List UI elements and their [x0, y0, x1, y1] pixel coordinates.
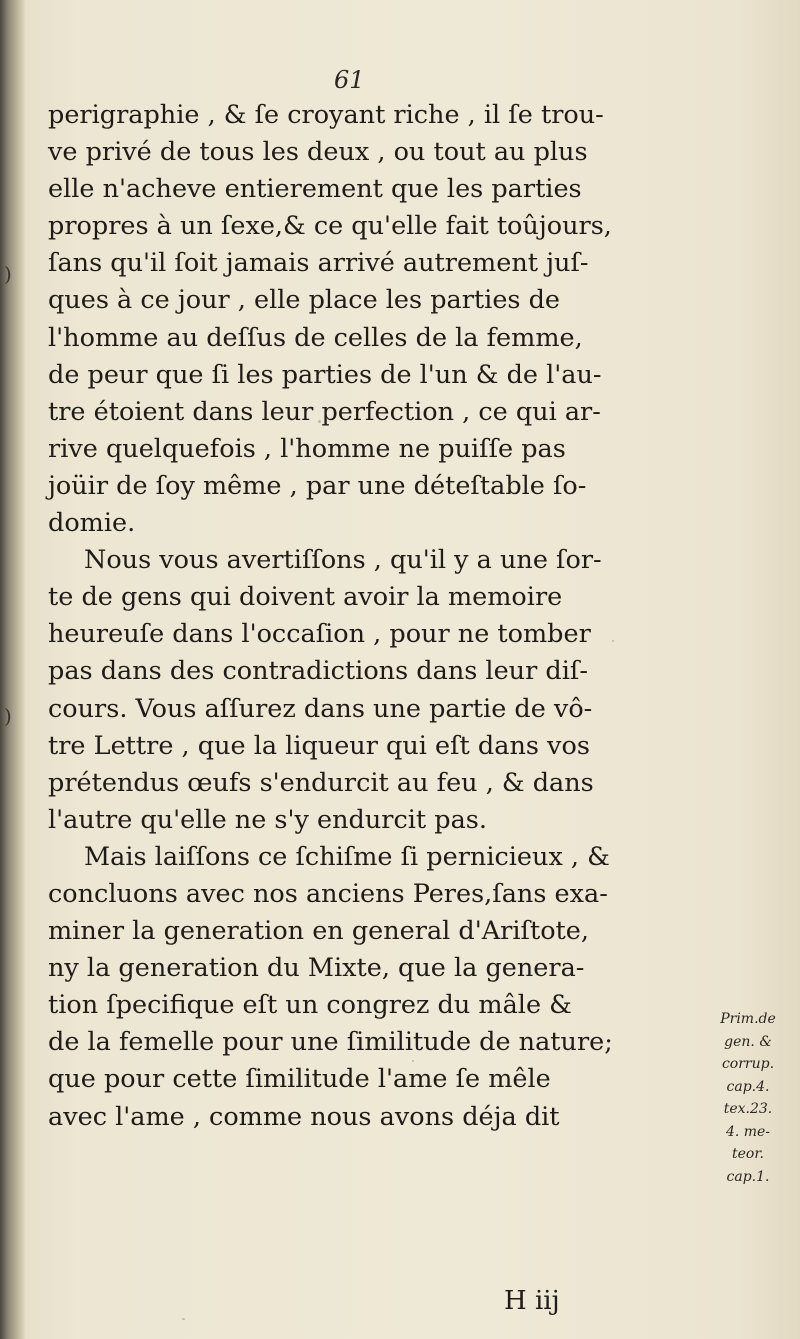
text-line: domie.: [48, 508, 136, 539]
text-line: Nous vous avertiſſons , qu'il y a une ſor-: [84, 545, 602, 576]
marginal-note-line: 4. me-: [725, 1123, 771, 1140]
marginal-note-line: gen. &: [724, 1033, 772, 1050]
marginal-note-line: Prim.de: [720, 1011, 776, 1027]
text-line: ve privé de tous les deux , ou tout au plus: [48, 137, 588, 168]
text-line: Mais laiſſons ce ſchiſme ſi pernicieux , &: [84, 841, 610, 872]
text-line: cours. Vous aſſurez dans une partie de vô-: [48, 693, 593, 724]
text-line: l'autre qu'elle ne s'y endurcit pas.: [48, 804, 487, 835]
text-line: miner la generation en general d'Ariſtote,: [48, 916, 589, 947]
gutter-mark: ): [4, 262, 12, 286]
text-line: rive quelquefois , l'homme ne puiſſe pas: [48, 433, 566, 464]
text-line: de la femelle pour une ſimilitude de nature;: [48, 1027, 613, 1058]
marginal-note-line: tex.23.: [723, 1101, 773, 1117]
text-line: te de gens qui doivent avoir la memoire: [48, 582, 563, 613]
text-line: tre étoient dans leur perfection , ce qui ar-: [48, 396, 601, 427]
text-line: tre Lettre , que la liqueur qui eſt dans vos: [48, 730, 590, 761]
page-number: 61: [334, 66, 365, 94]
text-line: elle n'acheve entierement que les parties: [48, 174, 582, 205]
text-line: avec l'ame , comme nous avons déja dit: [48, 1101, 560, 1132]
text-line: propres à un ſexe,& ce qu'elle fait toûjours,: [48, 211, 612, 242]
gutter-mark: ): [4, 704, 12, 728]
text-line: l'homme au deſſus de celles de la femme,: [48, 322, 583, 353]
signature-mark: H iij: [504, 1286, 560, 1316]
text-line: perigraphie , & ſe croyant riche , il ſe trou-: [48, 100, 604, 130]
marginal-note-line: corrup.: [721, 1056, 775, 1072]
text-line: ny la generation du Mixte, que la genera-: [48, 953, 585, 984]
binding-gutter: [0, 0, 26, 1339]
paper-speck: [612, 640, 614, 642]
marginal-note: [700, 1008, 796, 1188]
text-line: que pour cette ſimilitude l'ame ſe mêle: [48, 1064, 551, 1095]
marginal-note-line: cap.1.: [726, 1168, 770, 1185]
text-line: de peur que ſi les parties de l'un & de l'au-: [48, 359, 602, 390]
marginal-note-line: teor.: [732, 1146, 764, 1162]
paper-speck: [318, 420, 321, 423]
text-line: tion ſpecifique eſt un congrez du mâle &: [48, 990, 572, 1021]
text-line: joüir de ſoy même , par une déteſtable ſo-: [48, 470, 587, 501]
marginal-note-line: cap.4.: [726, 1078, 770, 1095]
paper-speck: [412, 1060, 414, 1062]
body-text: [48, 97, 688, 1136]
text-line: ſans qu'il ſoit jamais arrivé autrement juſ-: [48, 248, 589, 279]
text-line: ques à ce jour , elle place les parties de: [48, 285, 561, 316]
text-line: pas dans des contradictions dans leur diſ-: [48, 656, 588, 687]
text-line: prétendus œufs s'endurcit au feu , & dans: [48, 767, 594, 798]
paper-speck: [182, 1318, 185, 1320]
text-line: heureuſe dans l'occaſion , pour ne tomber: [48, 619, 591, 650]
text-line: concluons avec nos anciens Peres,ſans exa-: [48, 878, 608, 909]
